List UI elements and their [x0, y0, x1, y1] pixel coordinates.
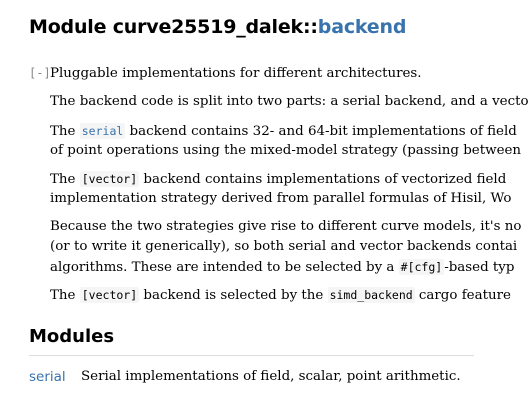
crate-name: curve25519_dalek — [112, 16, 303, 38]
doc-paragraph-2-line-1 — [50, 121, 517, 142]
text: The — [50, 124, 80, 139]
simd-backend-code: simd_backend — [329, 288, 413, 302]
title-prefix: Module — [29, 16, 113, 38]
path-separator: :: — [303, 16, 318, 38]
serial-code-link[interactable]: serial — [81, 124, 124, 138]
module-link[interactable]: backend — [317, 16, 407, 38]
text: backend is selected by the — [139, 288, 328, 303]
cfg-code: #[cfg] — [400, 260, 443, 274]
text: backend contains implementations of vectorized field — [139, 172, 507, 187]
doc-paragraph-2-line-2: of point operations using the mixed-model strategy (passing between — [50, 143, 522, 158]
page-title — [29, 16, 406, 38]
doc-paragraph-5 — [50, 285, 511, 306]
doc-paragraph-1: The backend code is split into two parts: a serial backend, and a vecto — [50, 94, 529, 109]
doc-paragraph-3-line-1 — [50, 169, 506, 190]
section-divider — [29, 355, 474, 356]
text: The — [50, 172, 80, 187]
text: -based typ — [444, 260, 515, 275]
vector-code: [vector] — [81, 288, 138, 302]
text: cargo feature — [414, 288, 511, 303]
text: backend contains 32- and 64-bit implementations of field — [125, 124, 517, 139]
doc-paragraph-4-line-2: (or to write it generically), so both serial and vector backends contai — [50, 239, 518, 254]
text: algorithms. These are intended to be selected by a — [50, 260, 399, 275]
vector-code: [vector] — [81, 172, 138, 186]
modules-heading[interactable]: Modules — [29, 326, 115, 347]
doc-paragraph-4-line-3 — [50, 257, 514, 278]
doc-paragraph-4-line-1: Because the two strategies give rise to different curve models, it's no — [50, 219, 522, 234]
module-item-serial-link[interactable]: serial — [29, 369, 66, 385]
collapse-toggle[interactable]: [-] — [29, 66, 51, 80]
module-item-serial-description: Serial implementations of field, scalar, point arithmetic. — [81, 369, 461, 384]
doc-summary: Pluggable implementations for different architectures. — [50, 66, 422, 81]
text: The — [50, 288, 80, 303]
doc-paragraph-3-line-2: implementation strategy derived from parallel formulas of Hisil, Wo — [50, 191, 512, 206]
